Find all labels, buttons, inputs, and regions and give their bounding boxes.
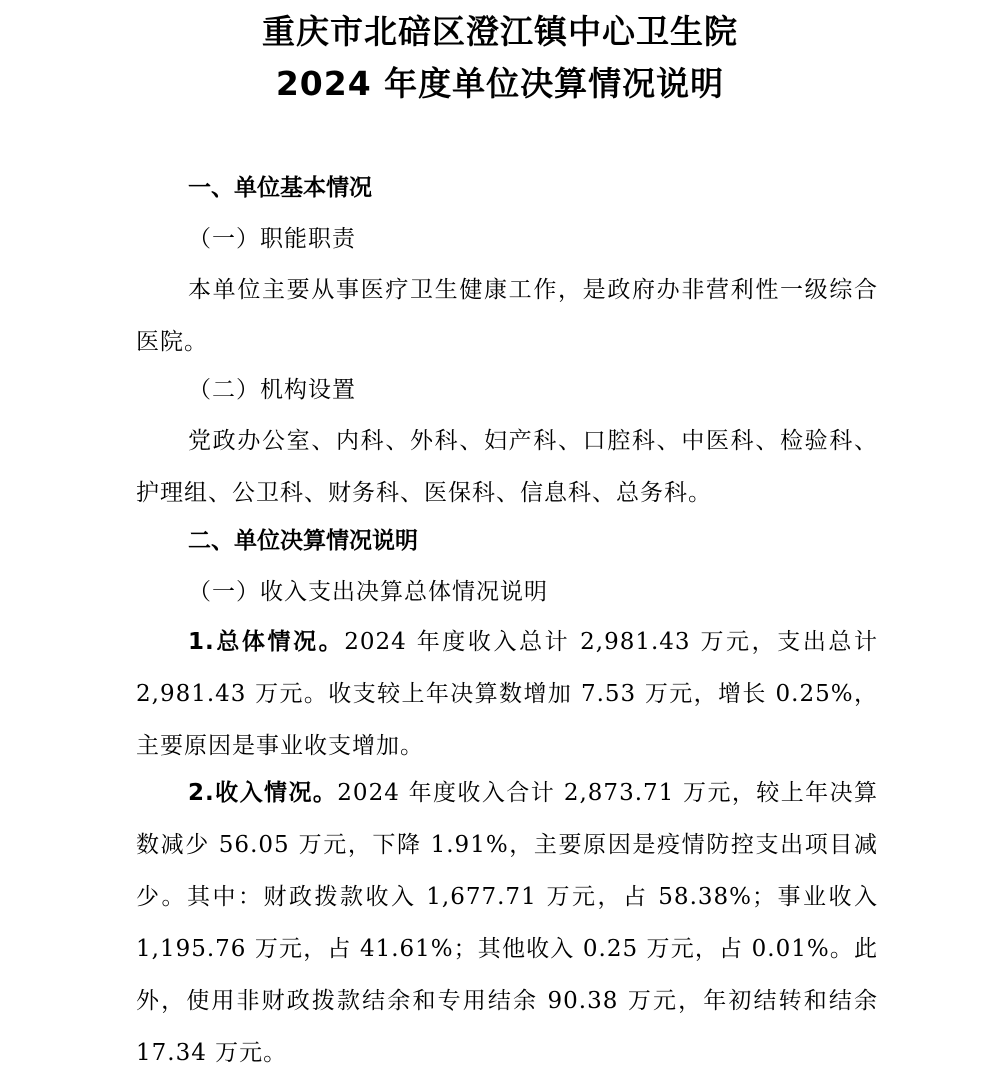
paragraph-overall-lead: 1.总体情况。 <box>188 629 345 655</box>
paragraph-overall <box>136 616 878 772</box>
section-heading-basic-info: 一、单位基本情况 <box>188 175 372 201</box>
subheading-organization: （二）机构设置 <box>188 377 356 403</box>
subheading-functions: （一）职能职责 <box>188 226 356 252</box>
paragraph-overall-text: 2024 年度收入总计 2,981.43 万元，支出总计 2,981.43 万元。收支较上年决算数增加 7.53 万元，增长 0.25%，主要原因是事业收支增加。 <box>136 629 878 759</box>
section-heading-final-accounts: 二、单位决算情况说明 <box>188 528 418 554</box>
paragraph-income-text: 2024 年度收入合计 2,873.71 万元，较上年决算数减少 56.05 万元，下降 1.91%，主要原因是疫情防控支出项目减少。其中：财政拨款收入 1,677.71 万元，占 58.38%；事业收入 1,195.76 万元，占 41.61%；其他收入 0.25 万元，占 0.01%。此外，使用非财政拨款结余和专用结余 90.38 万元，年初结转和结余 17.34 万元。 <box>136 780 878 1066</box>
paragraph-income-lead: 2.收入情况。 <box>188 780 338 806</box>
paragraph-organization: 党政办公室、内科、外科、妇产科、口腔科、中医科、检验科、护理组、公卫科、财务科、医保科、信息科、总务科。 <box>136 428 878 506</box>
document-title-line1: 重庆市北碚区澄江镇中心卫生院 <box>262 12 738 51</box>
subheading-income-expense-overview: （一）收入支出决算总体情况说明 <box>188 579 548 605</box>
document-title-line2: 2024 年度单位决算情况说明 <box>275 64 725 103</box>
paragraph-functions: 本单位主要从事医疗卫生健康工作，是政府办非营利性一级综合医院。 <box>136 277 878 355</box>
paragraph-income <box>136 767 878 1079</box>
